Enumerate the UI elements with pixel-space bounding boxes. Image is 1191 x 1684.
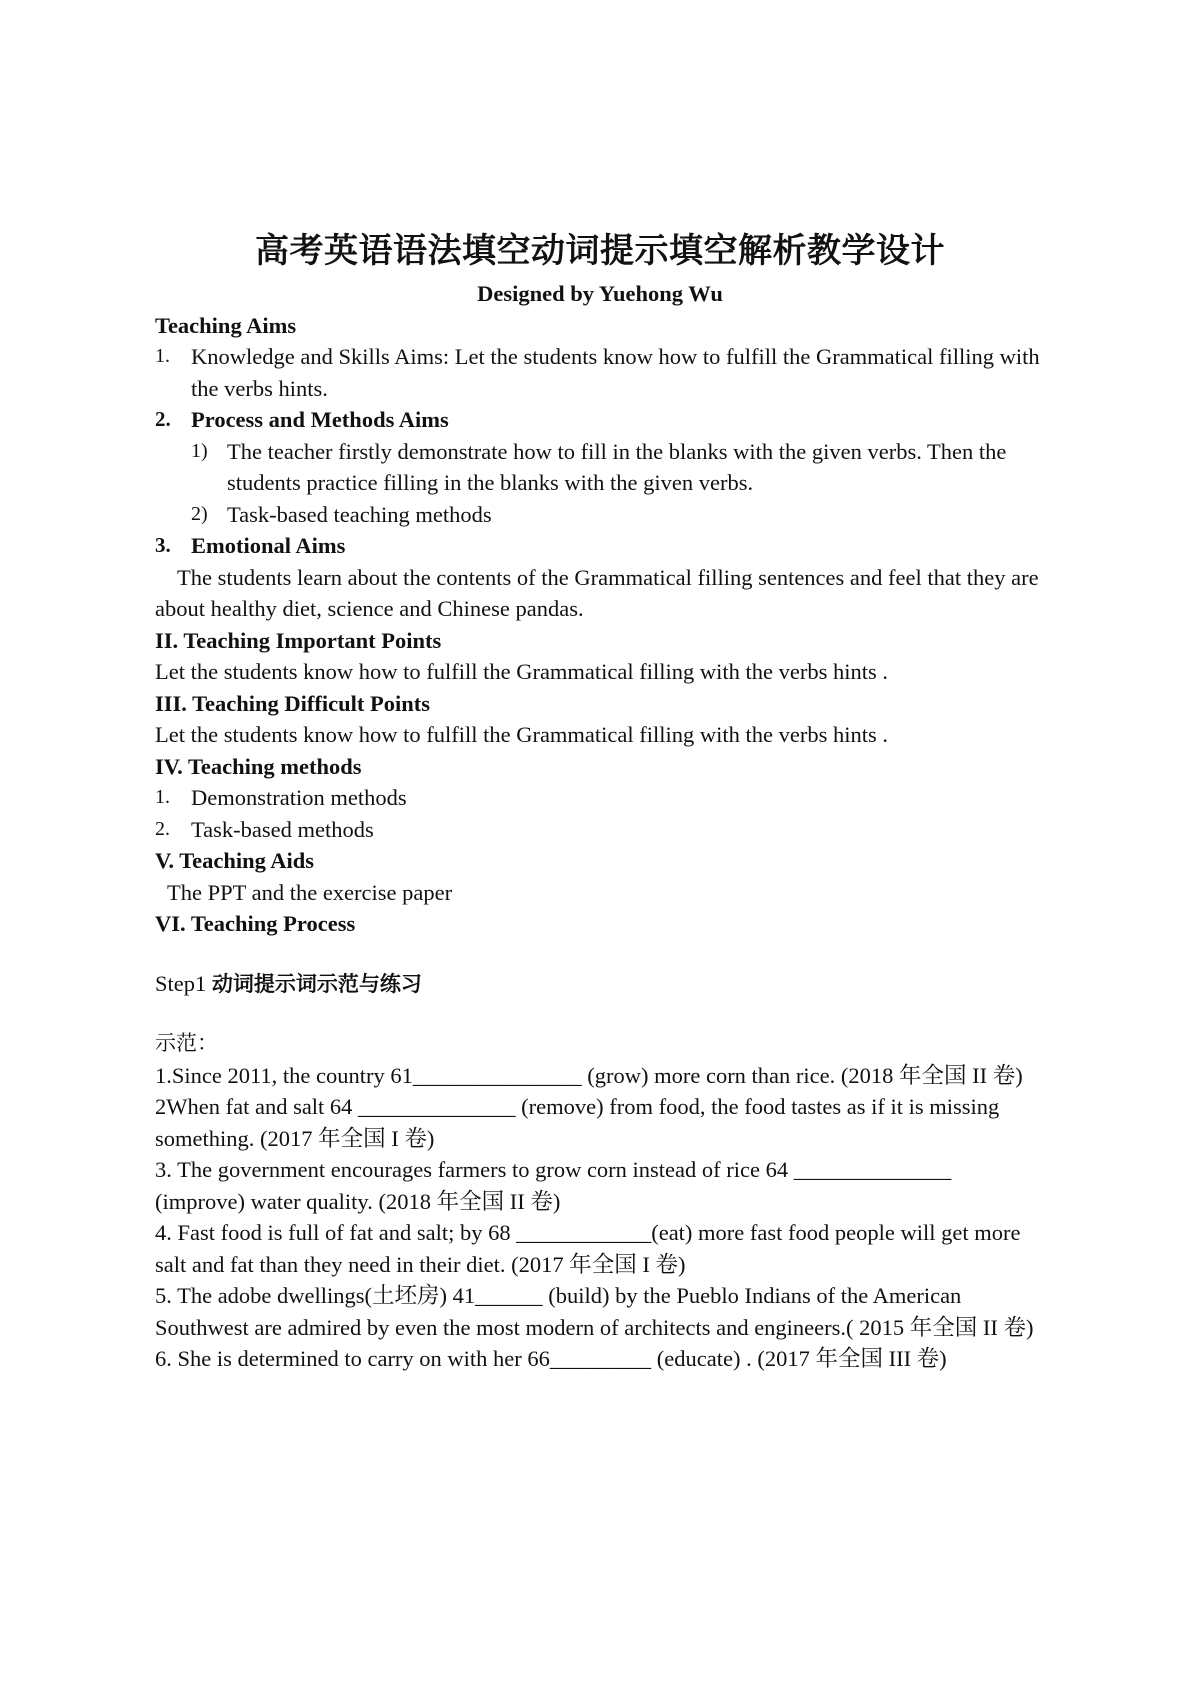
list-text: Task-based methods bbox=[191, 816, 374, 842]
list-number: 3. bbox=[155, 533, 171, 557]
aims-item-3 bbox=[155, 530, 1045, 562]
list-number: 1) bbox=[191, 439, 208, 462]
list-text: The teacher firstly demonstrate how to fill in the blanks with the given verbs. Then the students practice filling in the blanks with the given verbs. bbox=[227, 438, 1007, 495]
methods-item-1 bbox=[155, 782, 1045, 814]
methods-item-2 bbox=[155, 814, 1045, 846]
step1-label: 动词提示词示范与练习 bbox=[211, 971, 422, 996]
list-number: 1. bbox=[155, 345, 170, 367]
important-points-text: Let the students know how to fulfill the Grammatical filling with the verbs hints . bbox=[155, 659, 888, 684]
aims-subitem-2 bbox=[155, 499, 1045, 531]
teaching-aids-heading: V. Teaching Aids bbox=[155, 848, 315, 873]
aims-item-1 bbox=[155, 341, 1045, 404]
example-1: 1.Since 2011, the country 61_______________ (grow) more corn than rice. (2018 年全国 II 卷) bbox=[155, 1062, 1023, 1088]
list-number: 1. bbox=[155, 786, 170, 808]
example-2: 2When fat and salt 64 ______________ (remove) from food, the food tastes as if it is missing something. (2017 年全国 I 卷) bbox=[155, 1094, 1000, 1151]
aims-item-2 bbox=[155, 404, 1045, 436]
demo-label: 示范： bbox=[155, 1031, 218, 1055]
document-page bbox=[155, 228, 1045, 1375]
spacer bbox=[155, 940, 1045, 968]
teaching-process-heading: VI. Teaching Process bbox=[155, 911, 356, 936]
example-5: 5. The adobe dwellings(土坯房) 41______ (build) by the Pueblo Indians of the American Southwest are admired by even the most modern of architects and engineers.( 2015 年全国 II 卷) bbox=[155, 1283, 1034, 1340]
example-6: 6. She is determined to carry on with her 66_________ (educate) . (2017 年全国 III 卷) bbox=[155, 1346, 947, 1371]
document-title: 高考英语语法填空动词提示填空解析教学设计 bbox=[255, 231, 945, 271]
teaching-aids-text: The PPT and the exercise paper bbox=[167, 879, 453, 905]
list-number: 2. bbox=[155, 407, 171, 431]
step1-line bbox=[155, 968, 1045, 1001]
list-number: 2. bbox=[155, 817, 170, 840]
difficult-points-text: Let the students know how to fulfill the Grammatical filling with the verbs hints . bbox=[155, 722, 888, 747]
list-text: Process and Methods Aims bbox=[191, 407, 449, 432]
teaching-methods-heading: IV. Teaching methods bbox=[155, 753, 362, 779]
example-3: 3. The government encourages farmers to grow corn instead of rice 64 ______________ (improve) water quality. (2018 年全国 II 卷) bbox=[155, 1157, 952, 1214]
list-text: Demonstration methods bbox=[191, 785, 407, 810]
list-number: 2) bbox=[191, 502, 208, 525]
byline: Designed by Yuehong Wu bbox=[477, 281, 723, 306]
spacer bbox=[155, 1000, 1045, 1028]
emotional-aims-text: The students learn about the contents of the Grammatical filling sentences and feel that they are about healthy diet, science and Chinese pandas. bbox=[155, 564, 1039, 621]
list-text: Task-based teaching methods bbox=[227, 501, 492, 527]
example-4: 4. Fast food is full of fat and salt; by 68 ____________(eat) more fast food people will get more salt and fat than they need in their diet. (2017 年全国 I 卷) bbox=[155, 1220, 1021, 1277]
teaching-aims-heading: Teaching Aims bbox=[155, 312, 297, 338]
step1-prefix: Step1 bbox=[155, 970, 212, 996]
important-points-heading: II. Teaching Important Points bbox=[155, 627, 442, 653]
list-text: Knowledge and Skills Aims: Let the students know how to fulfill the Grammatical filling with the verbs hints. bbox=[191, 344, 1040, 401]
aims-subitem-1 bbox=[155, 436, 1045, 499]
difficult-points-heading: III. Teaching Difficult Points bbox=[155, 690, 431, 716]
list-text: Emotional Aims bbox=[191, 533, 346, 558]
